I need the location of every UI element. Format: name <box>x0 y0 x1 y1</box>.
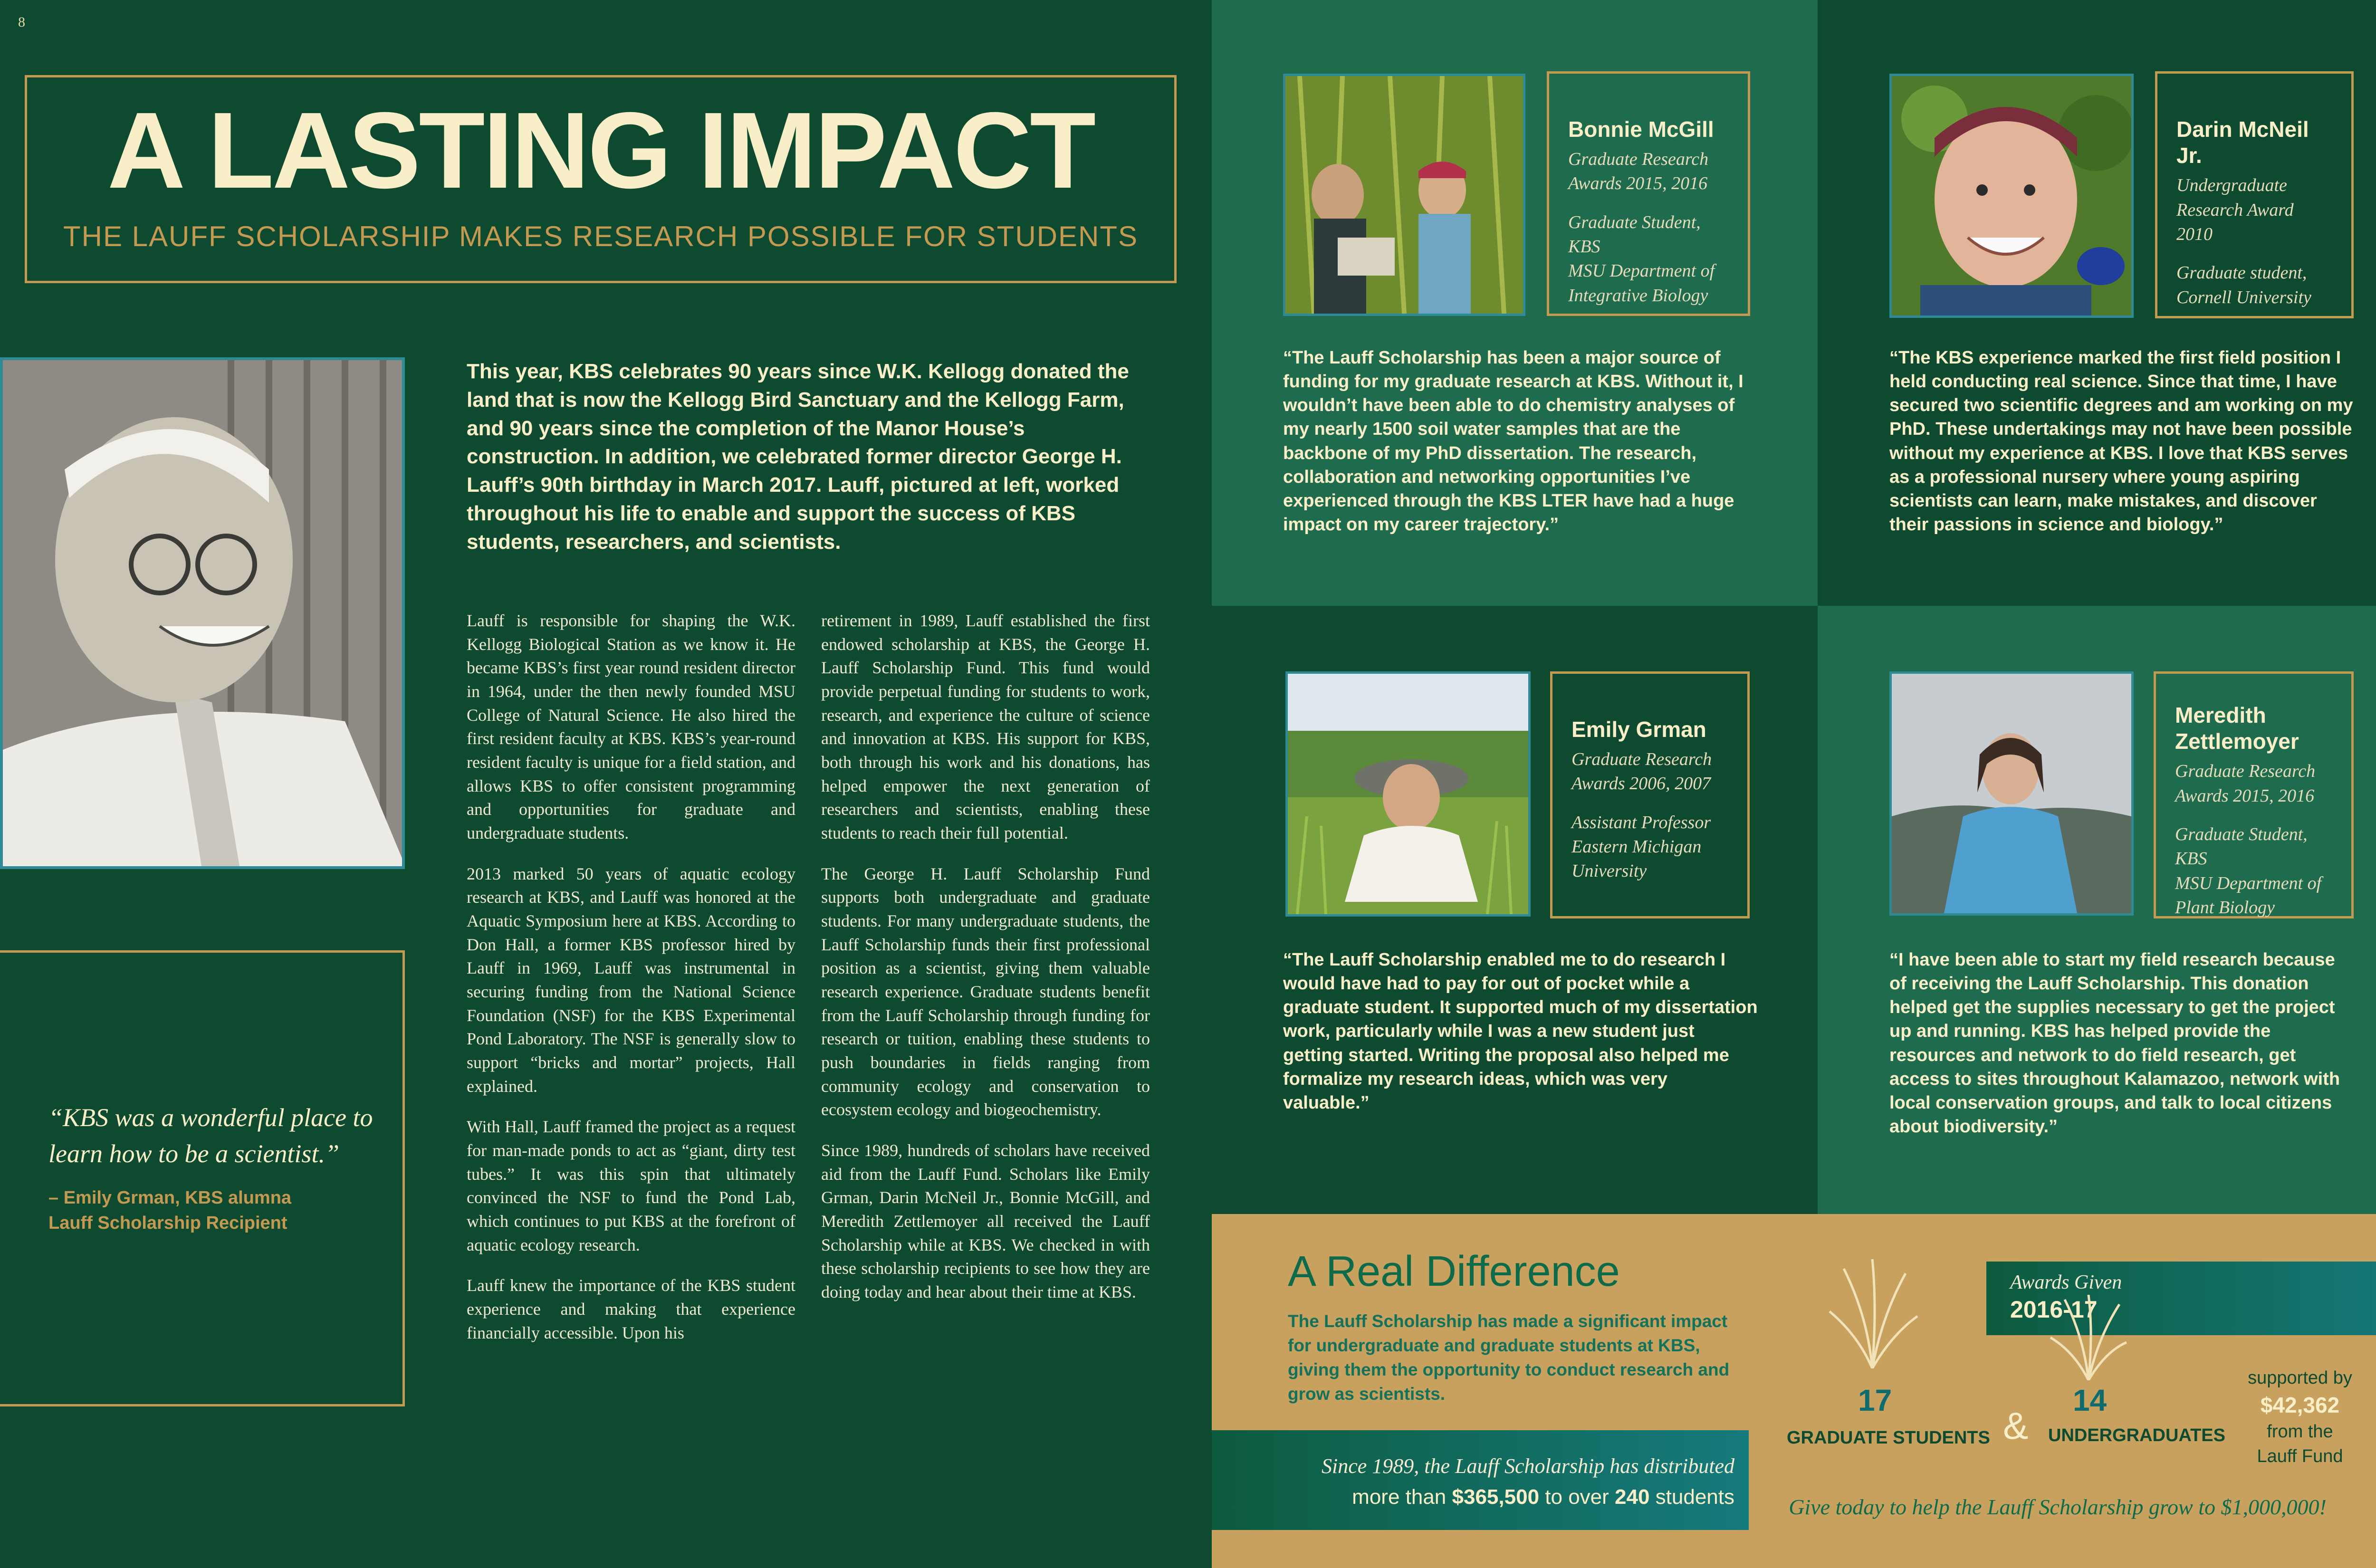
section-description: The Lauff Scholarship has made a significant impact for undergraduate and graduate students at KBS, giving them the opportunity to conduct research and grow as scientists. <box>1288 1311 1730 1404</box>
support-amount: $42,362 <box>2260 1393 2340 1418</box>
body-paragraph: With Hall, Lauff framed the project as a request for man-made ponds to act as “giant, dirty test tubes.” It was this spin that ultimately convinced the NSF to fund the Pond Lab, which continues to put KBS at the forefront of aquatic ecology research. <box>467 1117 795 1254</box>
body-paragraph: Lauff knew the importance of the KBS student experience and making that experience financially accessible. Upon his <box>467 1276 795 1342</box>
awards-year: 2016-17 <box>2010 1296 2098 1323</box>
profile-name: Bonnie McGill <box>1568 117 1714 142</box>
since-text: more than <box>1352 1485 1452 1509</box>
since-line-2 <box>1212 1485 1734 1509</box>
body-paragraph: Since 1989, hundreds of scholars have received aid from the Lauff Fund. Scholars like Emily Grman, Darin McNeil Jr., Bonnie McGill, and Meredith Zettlemoyer all received the Lauff Scholarship while at KBS. We checked in with these scholarship recipients to see how they are doing today and hear about their time at KBS. <box>821 1141 1150 1302</box>
lauff-portrait-illustration <box>3 360 405 869</box>
profile-affiliation: Assistant Professor Eastern Michigan University <box>1571 812 1711 881</box>
emily-field-photo-illustration <box>1288 674 1528 914</box>
emily-quote: “The Lauff Scholarship enabled me to do research I would have had to pay for out of pocket while a graduate student. It supported much of my dissertation work, particularly while I was a new student just getting started. Writing the proposal also helped me formalize my research ideas, which was very valuable.” <box>1283 950 1758 1113</box>
meredith-quote: “I have been able to start my field research because of receiving the Lauff Scholarship. This donation helped get the supplies necessary to get the project up and running. KBS has helped provide the resources and network to do field research, get access to sites throughout Kalamazoo, network with local conservation groups, and talk to local citizens about biodiversity.” <box>1889 950 2340 1137</box>
body-paragraph: Lauff is responsible for shaping the W.K. Kellogg Biological Station as we know it. He became KBS’s first year round resident director in 1964, under the then newly founded MSU College of Natural Science. He also hired the first resident faculty at KBS. KBS’s year-round resident faculty is unique for a field station, and allows KBS to offer consistent programming and opportunities for graduate and undergraduate students. <box>467 611 795 843</box>
profile-award: Graduate Research Awards 2015, 2016 <box>2175 761 2316 806</box>
emily-photo <box>1285 671 1531 917</box>
meredith-photo <box>1889 671 2134 916</box>
undergraduate-count: 14 <box>2073 1383 2107 1417</box>
lauff-photo <box>0 357 405 869</box>
awards-given-banner <box>1986 1262 2376 1335</box>
intro-paragraph: This year, KBS celebrates 90 years since W.K. Kellogg donated the land that is now the Kellogg Bird Sanctuary and the Kellogg Farm, and 90 years since the completion of the Manor House’s construction. In addition, we celebrated former director George H. Lauff’s 90th birthday in March 2017. Lauff, pictured at left, worked throughout his life to enable and support the success of KBS students, researchers, and scientists. <box>467 360 1129 554</box>
profile-name: Meredith Zettlemoyer <box>2175 703 2299 754</box>
profile-name: Emily Grman <box>1571 717 1706 742</box>
meredith-portrait-illustration <box>1892 674 2131 913</box>
since-text: to over <box>1539 1485 1615 1509</box>
bonnie-info-box <box>1547 71 1750 316</box>
ampersand: & <box>2003 1405 2029 1447</box>
grass-icon <box>1825 1259 1920 1368</box>
profile-affiliation: Graduate student, Cornell University <box>2176 263 2311 307</box>
page-number-left: 8 <box>18 14 25 30</box>
since-1989-banner <box>1212 1430 1749 1530</box>
page-subtitle: THE LAUFF SCHOLARSHIP MAKES RESEARCH POSSIBLE FOR STUDENTS <box>63 220 1138 252</box>
profile-award: Graduate Research Awards 2006, 2007 <box>1571 749 1712 794</box>
give-today-link[interactable]: Give today to help the Lauff Scholarship grow to $1,000,000! <box>1789 1495 2327 1519</box>
body-paragraph: 2013 marked 50 years of aquatic ecology research at KBS, and Lauff was honored at the Aquatic Symposium here at KBS. According to Don Hall, a former KBS professor hired by Lauff in 1969, Lauff was instrumental in securing funding from the National Science Foundation (NSF) for the KBS Experimental Pond Laboratory. The NSF is generally slow to support “bricks and mortar” projects, Hall explained. <box>467 864 795 1096</box>
since-text: students <box>1649 1485 1734 1509</box>
since-amount: $365,500 <box>1452 1485 1540 1509</box>
darin-quote: “The KBS experience marked the first field position I held conducting real science. Since that time, I have secured two scientific degrees and am working on my PhD. These undertakings may not have been possible without my experience at KBS. I love that KBS serves as a professional nursery where young aspiring scientists can learn, make mistakes, and discover their passions in science and biology.” <box>1889 348 2353 535</box>
pull-quote-box <box>0 950 405 1406</box>
emily-info-box <box>1550 671 1750 918</box>
support-note <box>2222 1366 2376 1469</box>
cornfield-photo-illustration <box>1285 76 1523 314</box>
darin-portrait-illustration <box>1892 76 2131 316</box>
body-paragraph: The George H. Lauff Scholarship Fund supports both undergraduate and graduate students. For many undergraduate students, the Lauff Scholarship funds their first professional position as a scientist, giving them valuable research experience. Graduate students benefit from the Lauff Scholarship through funding for research or tuition, enabling these students to push boundaries in fields ranging from community ecology and conservation to ecosystem ecology and biogeochemistry. <box>821 864 1150 1119</box>
darin-info-box <box>2155 71 2354 318</box>
profile-affiliation: Graduate Student, KBS MSU Department of Integrative Biology <box>1568 212 1715 306</box>
real-difference-section <box>1212 1214 2376 1568</box>
body-paragraph: retirement in 1989, Lauff established the first endowed scholarship at KBS, the George H. Lauff Scholarship Fund. This fund would provide perpetual funding for students to work, research, and experience the culture of science and innovation at KBS. His support for KBS, both through his work and his donations, has helped empower the next generation of researchers and scientists, enabling these students to reach their full potential. <box>821 611 1150 843</box>
meredith-info-box <box>2154 671 2354 918</box>
bonnie-quote: “The Lauff Scholarship has been a major source of funding for my graduate research at KBS. Without it, I wouldn’t have been able to do chemistry analyses of my nearly 1500 soil water samples that are the backbone of my PhD dissertation. The research, collaboration and networking opportunities I’ve experienced through the KBS LTER have had a huge impact on my career trajectory.” <box>1283 348 1744 535</box>
undergraduate-label: UNDERGRADUATES <box>2048 1425 2225 1445</box>
profile-name: Darin McNeil Jr. <box>2176 117 2309 168</box>
profile-affiliation: Graduate Student, KBS MSU Department of Plant Biology <box>2175 824 2322 918</box>
darin-photo <box>1889 74 2134 318</box>
since-line-1: Since 1989, the Lauff Scholarship has distributed <box>1322 1454 1734 1478</box>
title-box <box>25 75 1177 283</box>
support-post: from the Lauff Fund <box>2257 1422 2343 1466</box>
section-title: A Real Difference <box>1288 1248 1620 1295</box>
body-column-1 <box>467 609 795 1362</box>
support-pre: supported by <box>2248 1368 2352 1388</box>
awards-label: Awards Given <box>2010 1272 2122 1293</box>
pull-quote-attribution: – Emily Grman, KBS alumna Lauff Scholarship Recipient <box>48 1188 292 1233</box>
bonnie-photo <box>1283 74 1525 316</box>
profile-award: Undergraduate Research Award 2010 <box>2176 175 2294 244</box>
profile-award: Graduate Research Awards 2015, 2016 <box>1568 149 1709 194</box>
pull-quote-text: “KBS was a wonderful place to learn how to be a scientist.” <box>48 1103 373 1168</box>
graduate-count: 17 <box>1858 1383 1892 1417</box>
body-column-2 <box>821 609 1150 1321</box>
since-count: 240 <box>1615 1485 1650 1509</box>
graduate-label: GRADUATE STUDENTS <box>1787 1428 1990 1448</box>
page-title: A LASTING IMPACT <box>107 90 1094 211</box>
grass-icon <box>2048 1295 2129 1380</box>
